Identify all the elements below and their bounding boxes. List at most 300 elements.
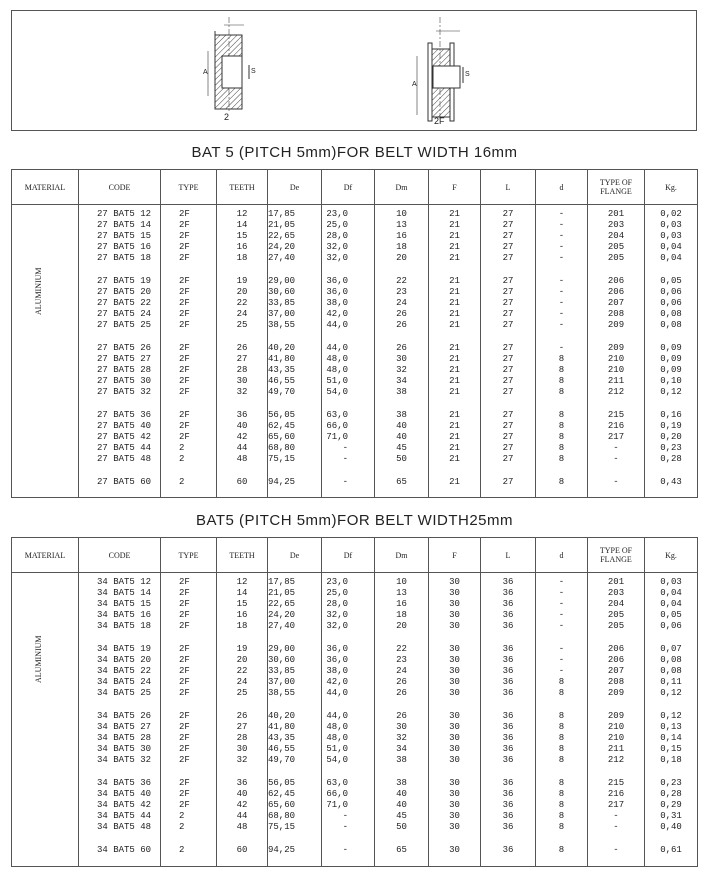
column-type — [161, 205, 217, 498]
cell-d: - — [558, 666, 565, 676]
cell-flange-type: 217 — [607, 432, 625, 442]
cell-df: 54,0 — [326, 387, 348, 397]
cell-type: 2F — [179, 610, 190, 620]
cell-flange-type: 204 — [607, 231, 625, 241]
cell-type: 2F — [179, 666, 190, 676]
cell-d: 8 — [558, 454, 565, 464]
cell-df: 66,0 — [326, 421, 348, 431]
cell-d: 8 — [558, 733, 565, 743]
cell-de: 30,60 — [268, 287, 296, 297]
cell-kg: 0,05 — [660, 610, 682, 620]
cell-d: 8 — [558, 778, 565, 788]
cell-type: 2F — [179, 755, 190, 765]
header-f: F — [429, 538, 481, 573]
cell-de: 27,40 — [268, 621, 296, 631]
cell-type: 2F — [179, 309, 190, 319]
cell-kg: 0,09 — [660, 354, 682, 364]
header-code: CODE — [79, 170, 161, 205]
cell-d: 8 — [558, 354, 565, 364]
cell-df: 36,0 — [326, 287, 348, 297]
cell-flange-type: 215 — [607, 778, 625, 788]
cell-de: 17,85 — [268, 209, 296, 219]
cell-dm: 20 — [396, 253, 407, 263]
header-de: De — [268, 170, 322, 205]
cell-flange-type: - — [613, 822, 619, 832]
cell-de: 33,85 — [268, 298, 296, 308]
cell-code: 34 BAT5 40 — [97, 789, 152, 799]
cell-dm: 26 — [396, 711, 407, 721]
cell-flange-type: 210 — [607, 354, 625, 364]
cell-kg: 0,04 — [660, 253, 682, 263]
cell-de: 17,85 — [268, 577, 296, 587]
cell-kg: 0,14 — [660, 733, 682, 743]
cell-f: 21 — [449, 242, 460, 252]
cell-de: 22,65 — [268, 231, 296, 241]
cell-type: 2F — [179, 744, 190, 754]
cell-flange-type: 210 — [607, 722, 625, 732]
cell-dm: 40 — [396, 800, 407, 810]
cell-de: 75,15 — [268, 822, 296, 832]
cell-dm: 30 — [396, 722, 407, 732]
cell-code: 34 BAT5 36 — [97, 778, 152, 788]
cell-flange-type: 216 — [607, 789, 625, 799]
header-l: L — [481, 538, 536, 573]
cell-de: 37,00 — [268, 309, 296, 319]
cell-d: - — [558, 242, 565, 252]
cell-f: 30 — [449, 711, 460, 721]
cell-f: 21 — [449, 410, 460, 420]
cell-l: 36 — [502, 822, 514, 832]
cell-teeth: 30 — [236, 744, 248, 754]
cell-dm: 38 — [396, 410, 407, 420]
cell-dm: 38 — [396, 387, 407, 397]
cell-df: 63,0 — [326, 778, 348, 788]
cell-f: 30 — [449, 755, 460, 765]
cell-type: 2F — [179, 800, 190, 810]
cell-code: 34 BAT5 15 — [97, 599, 152, 609]
cell-flange-type: 205 — [607, 621, 625, 631]
cell-f: 30 — [449, 722, 460, 732]
cell-d: 8 — [558, 387, 565, 397]
header-f: F — [429, 170, 481, 205]
cell-l: 27 — [502, 220, 514, 230]
cell-l: 36 — [502, 588, 514, 598]
cell-df: 32,0 — [326, 242, 348, 252]
cell-code: 34 BAT5 18 — [97, 621, 152, 631]
column-f — [429, 573, 481, 867]
cell-kg: 0,31 — [660, 811, 682, 821]
cell-df: 44,0 — [326, 688, 348, 698]
cell-d: - — [558, 655, 565, 665]
cell-teeth: 40 — [236, 789, 248, 799]
cell-df: 42,0 — [326, 309, 348, 319]
cell-dm: 23 — [396, 287, 407, 297]
cell-dm: 26 — [396, 343, 407, 353]
cell-flange-type: 211 — [607, 376, 625, 386]
cell-code: 34 BAT5 42 — [97, 800, 152, 810]
column-flange-type — [588, 205, 645, 498]
cell-f: 30 — [449, 778, 460, 788]
cell-teeth: 12 — [236, 577, 248, 587]
cell-de: 41,80 — [268, 354, 296, 364]
cell-df: 71,0 — [326, 800, 348, 810]
cell-df: 44,0 — [326, 320, 348, 330]
cell-dm: 65 — [396, 477, 407, 487]
cell-d: - — [558, 220, 565, 230]
cell-teeth: 25 — [236, 688, 248, 698]
cell-type: 2F — [179, 577, 190, 587]
cell-type: 2F — [179, 677, 190, 687]
cell-type: 2 — [179, 822, 185, 832]
cell-type: 2F — [179, 387, 190, 397]
column-kg — [645, 205, 698, 498]
cell-df: 44,0 — [326, 711, 348, 721]
cell-type: 2F — [179, 644, 190, 654]
cell-teeth: 28 — [236, 365, 248, 375]
cell-kg: 0,09 — [660, 343, 682, 353]
cell-kg: 0,15 — [660, 744, 682, 754]
cell-teeth: 15 — [236, 231, 248, 241]
cell-l: 27 — [502, 320, 514, 330]
cell-f: 21 — [449, 209, 460, 219]
cell-code: 27 BAT5 24 — [97, 309, 152, 319]
column-de — [268, 573, 322, 867]
cell-f: 30 — [449, 811, 460, 821]
header-d: d — [536, 170, 588, 205]
cell-f: 30 — [449, 733, 460, 743]
cell-l: 27 — [502, 343, 514, 353]
cell-f: 21 — [449, 421, 460, 431]
cell-df: 71,0 — [326, 432, 348, 442]
header-flange-type: TYPE OF FLANGE — [588, 538, 645, 573]
cell-df: - — [342, 477, 348, 487]
cell-flange-type: 206 — [607, 287, 625, 297]
cell-type: 2F — [179, 789, 190, 799]
cell-d: 8 — [558, 800, 565, 810]
cell-code: 27 BAT5 36 — [97, 410, 152, 420]
cell-f: 30 — [449, 655, 460, 665]
cell-de: 38,55 — [268, 688, 296, 698]
cell-kg: 0,06 — [660, 298, 682, 308]
column-de — [268, 205, 322, 498]
cell-f: 21 — [449, 276, 460, 286]
cell-kg: 0,05 — [660, 276, 682, 286]
cell-teeth: 42 — [236, 800, 248, 810]
cell-kg: 0,61 — [660, 845, 682, 855]
cell-flange-type: 210 — [607, 365, 625, 375]
cell-df: 36,0 — [326, 644, 348, 654]
cell-kg: 0,03 — [660, 231, 682, 241]
header-kg: Kg. — [645, 170, 698, 205]
cell-type: 2 — [179, 443, 185, 453]
cell-teeth: 36 — [236, 778, 248, 788]
cell-kg: 0,04 — [660, 588, 682, 598]
cell-teeth: 14 — [236, 588, 248, 598]
cell-code: 34 BAT5 60 — [97, 845, 152, 855]
column-type — [161, 573, 217, 867]
cell-dm: 16 — [396, 599, 407, 609]
cell-kg: 0,18 — [660, 755, 682, 765]
cell-type: 2F — [179, 711, 190, 721]
cell-flange-type: 210 — [607, 733, 625, 743]
cell-flange-type: 205 — [607, 253, 625, 263]
cell-l: 36 — [502, 722, 514, 732]
cell-d: 8 — [558, 789, 565, 799]
cell-f: 21 — [449, 298, 460, 308]
column-material — [12, 205, 79, 498]
cell-l: 36 — [502, 711, 514, 721]
header-flange-type: TYPE OF FLANGE — [588, 170, 645, 205]
cell-l: 27 — [502, 365, 514, 375]
cell-df: 28,0 — [326, 231, 348, 241]
cell-kg: 0,12 — [660, 387, 682, 397]
cell-code: 34 BAT5 25 — [97, 688, 152, 698]
cell-d: - — [558, 276, 565, 286]
cell-df: 48,0 — [326, 733, 348, 743]
cell-code: 34 BAT5 14 — [97, 588, 152, 598]
cell-code: 34 BAT5 20 — [97, 655, 152, 665]
section-title-25mm: BAT5 (PITCH 5mm)FOR BELT WIDTH25mm — [195, 512, 513, 529]
cell-teeth: 24 — [236, 677, 248, 687]
cell-d: 8 — [558, 811, 565, 821]
cell-de: 37,00 — [268, 677, 296, 687]
cell-de: 24,20 — [268, 610, 296, 620]
column-dm — [375, 573, 429, 867]
cell-d: - — [558, 577, 565, 587]
cell-f: 21 — [449, 220, 460, 230]
cell-dm: 40 — [396, 432, 407, 442]
cell-type: 2F — [179, 365, 190, 375]
cell-df: 54,0 — [326, 755, 348, 765]
cell-flange-type: 206 — [607, 644, 625, 654]
cell-l: 27 — [502, 454, 514, 464]
cell-kg: 0,20 — [660, 432, 682, 442]
cell-type: 2F — [179, 231, 190, 241]
cell-type: 2F — [179, 733, 190, 743]
cell-f: 30 — [449, 644, 460, 654]
cell-l: 36 — [502, 644, 514, 654]
header-teeth: TEETH — [217, 170, 268, 205]
cell-d: 8 — [558, 410, 565, 420]
cell-dm: 26 — [396, 677, 407, 687]
cell-l: 27 — [502, 287, 514, 297]
column-df — [322, 205, 375, 498]
cell-code: 27 BAT5 16 — [97, 242, 152, 252]
header-material: MATERIAL — [12, 170, 79, 205]
cell-f: 21 — [449, 443, 460, 453]
cell-dm: 18 — [396, 610, 407, 620]
cell-code: 34 BAT5 48 — [97, 822, 152, 832]
cell-type: 2F — [179, 209, 190, 219]
cell-dm: 45 — [396, 811, 407, 821]
cell-de: 62,45 — [268, 421, 296, 431]
cell-f: 30 — [449, 677, 460, 687]
header-code: CODE — [79, 538, 161, 573]
cell-teeth: 25 — [236, 320, 248, 330]
cell-df: - — [342, 443, 348, 453]
cell-code: 34 BAT5 30 — [97, 744, 152, 754]
cell-dm: 20 — [396, 621, 407, 631]
spec-table-16mm — [11, 169, 698, 498]
cell-de: 65,60 — [268, 432, 296, 442]
cell-flange-type: 201 — [607, 209, 625, 219]
cell-flange-type: 212 — [607, 755, 625, 765]
cell-type: 2F — [179, 432, 190, 442]
cell-flange-type: 205 — [607, 242, 625, 252]
cell-f: 21 — [449, 432, 460, 442]
cell-flange-type: 201 — [607, 577, 625, 587]
column-code — [79, 573, 161, 867]
cell-l: 36 — [502, 744, 514, 754]
cell-d: - — [558, 309, 565, 319]
cell-type: 2F — [179, 421, 190, 431]
cell-type: 2F — [179, 688, 190, 698]
cell-d: 8 — [558, 822, 565, 832]
cell-df: 23,0 — [326, 209, 348, 219]
cell-f: 21 — [449, 365, 460, 375]
cell-df: 66,0 — [326, 789, 348, 799]
cell-d: - — [558, 610, 565, 620]
cell-de: 46,55 — [268, 744, 296, 754]
cell-flange-type: - — [613, 811, 619, 821]
cell-kg: 0,02 — [660, 209, 682, 219]
cell-teeth: 16 — [236, 242, 248, 252]
cell-flange-type: 212 — [607, 387, 625, 397]
cell-dm: 18 — [396, 242, 407, 252]
cell-l: 27 — [502, 354, 514, 364]
cell-flange-type: 208 — [607, 309, 625, 319]
cell-df: 32,0 — [326, 610, 348, 620]
cell-dm: 26 — [396, 309, 407, 319]
cell-f: 21 — [449, 231, 460, 241]
cell-flange-type: 207 — [607, 298, 625, 308]
cell-d: - — [558, 644, 565, 654]
cell-dm: 23 — [396, 655, 407, 665]
cell-type: 2F — [179, 276, 190, 286]
cell-l: 36 — [502, 577, 514, 587]
cell-de: 33,85 — [268, 666, 296, 676]
cell-de: 43,35 — [268, 365, 296, 375]
cell-teeth: 27 — [236, 354, 248, 364]
column-d — [536, 573, 588, 867]
cell-code: 27 BAT5 14 — [97, 220, 152, 230]
cell-teeth: 19 — [236, 276, 248, 286]
cell-df: - — [342, 822, 348, 832]
cell-code: 34 BAT5 24 — [97, 677, 152, 687]
cell-df: 63,0 — [326, 410, 348, 420]
header-type: TYPE — [161, 170, 217, 205]
cell-teeth: 19 — [236, 644, 248, 654]
cell-type: 2F — [179, 655, 190, 665]
header-teeth: TEETH — [217, 538, 268, 573]
cell-kg: 0,08 — [660, 666, 682, 676]
cell-df: - — [342, 454, 348, 464]
cell-code: 27 BAT5 32 — [97, 387, 152, 397]
cell-type: 2F — [179, 722, 190, 732]
cell-de: 75,15 — [268, 454, 296, 464]
column-f — [429, 205, 481, 498]
cell-f: 21 — [449, 253, 460, 263]
cell-df: 25,0 — [326, 588, 348, 598]
drawing-frame — [11, 10, 697, 131]
column-l — [481, 573, 536, 867]
dim-label-bore-right: S — [465, 71, 470, 78]
cell-flange-type: 216 — [607, 421, 625, 431]
cell-l: 27 — [502, 298, 514, 308]
cell-d: - — [558, 209, 565, 219]
cell-de: 56,05 — [268, 410, 296, 420]
cell-l: 36 — [502, 655, 514, 665]
cell-code: 27 BAT5 44 — [97, 443, 152, 453]
cell-kg: 0,23 — [660, 778, 682, 788]
cell-kg: 0,09 — [660, 365, 682, 375]
cell-df: - — [342, 811, 348, 821]
cell-d: 8 — [558, 365, 565, 375]
cell-de: 49,70 — [268, 387, 296, 397]
cell-teeth: 32 — [236, 387, 248, 397]
cell-df: 51,0 — [326, 376, 348, 386]
cell-teeth: 36 — [236, 410, 248, 420]
dim-label-bore-left: S — [251, 68, 256, 75]
pulley-type-2f-drawing — [417, 17, 463, 121]
cell-code: 34 BAT5 44 — [97, 811, 152, 821]
cell-type: 2F — [179, 621, 190, 631]
cell-teeth: 30 — [236, 376, 248, 386]
cell-dm: 32 — [396, 365, 407, 375]
cell-de: 40,20 — [268, 711, 296, 721]
cell-l: 36 — [502, 755, 514, 765]
cell-df: 36,0 — [326, 655, 348, 665]
cell-l: 27 — [502, 387, 514, 397]
header-type: TYPE — [161, 538, 217, 573]
cell-df: 42,0 — [326, 677, 348, 687]
cell-flange-type: 206 — [607, 655, 625, 665]
cell-flange-type: 217 — [607, 800, 625, 810]
header-dm: Dm — [375, 170, 429, 205]
spec-table-25mm — [11, 537, 698, 867]
cell-l: 36 — [502, 778, 514, 788]
cell-d: - — [558, 588, 565, 598]
cell-f: 21 — [449, 287, 460, 297]
cell-l: 36 — [502, 688, 514, 698]
cell-l: 27 — [502, 231, 514, 241]
cell-kg: 0,08 — [660, 320, 682, 330]
cell-dm: 10 — [396, 577, 407, 587]
header-de: De — [268, 538, 322, 573]
cell-teeth: 20 — [236, 655, 248, 665]
cell-type: 2F — [179, 588, 190, 598]
cell-d: 8 — [558, 722, 565, 732]
cell-teeth: 44 — [236, 811, 248, 821]
cell-de: 21,05 — [268, 220, 296, 230]
cell-teeth: 15 — [236, 599, 248, 609]
cell-f: 30 — [449, 599, 460, 609]
cell-dm: 26 — [396, 688, 407, 698]
cell-teeth: 28 — [236, 733, 248, 743]
cell-dm: 45 — [396, 443, 407, 453]
dim-label-hub-left: A — [203, 69, 208, 76]
cell-d: 8 — [558, 376, 565, 386]
cell-f: 30 — [449, 621, 460, 631]
column-code — [79, 205, 161, 498]
material-label: ALUMINIUM — [34, 635, 43, 683]
cell-l: 36 — [502, 666, 514, 676]
cell-l: 27 — [502, 432, 514, 442]
cell-kg: 0,04 — [660, 599, 682, 609]
cell-dm: 50 — [396, 822, 407, 832]
cell-code: 27 BAT5 19 — [97, 276, 152, 286]
header-row — [12, 170, 698, 205]
